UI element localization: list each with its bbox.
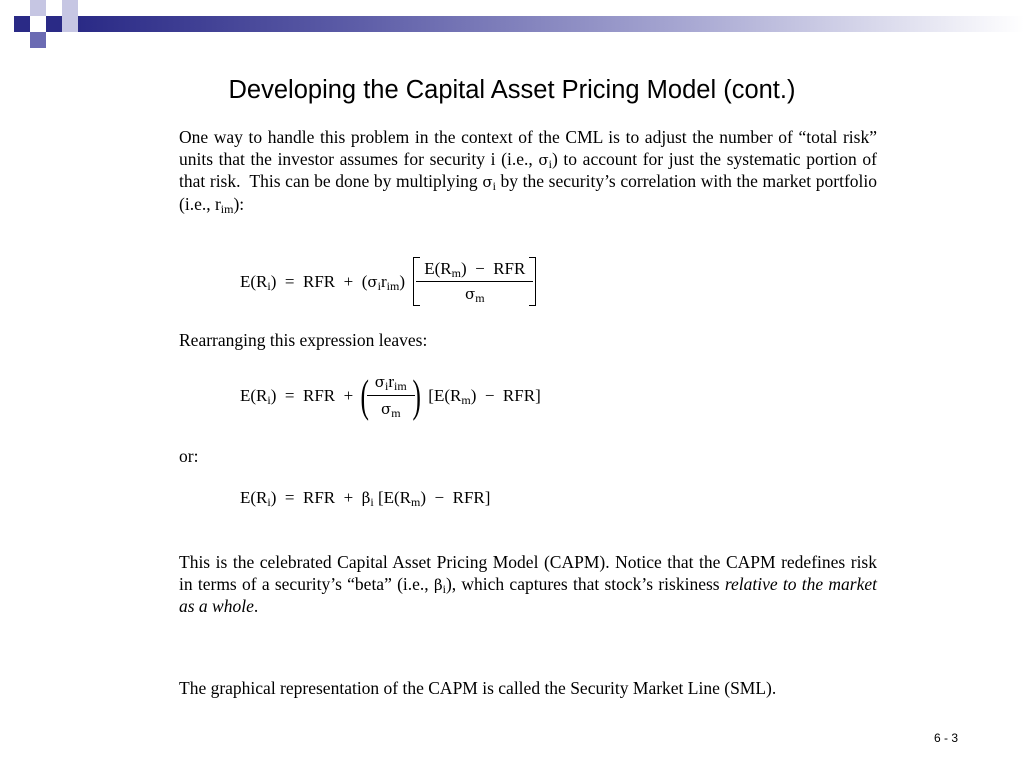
header-square <box>30 32 46 48</box>
header-square <box>46 16 62 32</box>
paragraph-capm: This is the celebrated Capital Asset Pricing Model (CAPM). Notice that the CAPM redefines risk in terms of a security’s “beta” (i.e., $\beta_i$), which captures that stock’s riskiness relative to the market as a whole. <box>179 552 877 616</box>
equation-capm: $E(R_i)$ = RFR + $\beta_i$ $[E(R_m) - RFR]$ <box>240 488 491 509</box>
header-square <box>62 0 78 16</box>
header-square <box>14 16 30 32</box>
equation-adjusted-cml: $E(R_i)$ = RFR + $(\sigma_ir_{im})$ $\frac{E(R_m) - RFR}{\sigma_m}$ <box>240 257 536 306</box>
equation-rearranged: $E(R_i)$ = RFR + ( $\frac{\sigma_ir_{im}}{\sigma_m}$ ) $[E(R_m) - RFR]$ <box>240 369 541 421</box>
page-number: 6 - 3 <box>934 731 959 745</box>
header-gradient-bar <box>78 16 1024 32</box>
rearranging-label: Rearranging this expression leaves: <box>179 330 428 350</box>
paragraph-sml: The graphical representation of the CAPM is called the Security Market Line (SML). <box>179 678 777 698</box>
header-square <box>62 16 78 32</box>
paragraph-cml-adjustment: One way to handle this problem in the context of the CML is to adjust the number of “total risk” units that the investor assumes for security i (i.e., $\sigma_i$) to account for just the systematic portion of that risk. This can be done by multiplying $\sigma_i$ by the security’s correlation with the market portfolio (i.e., $r_{im}$): <box>179 127 877 216</box>
header-square <box>30 0 46 16</box>
or-label: or: <box>179 446 199 466</box>
slide-title: Developing the Capital Asset Pricing Model (cont.) <box>228 76 796 104</box>
